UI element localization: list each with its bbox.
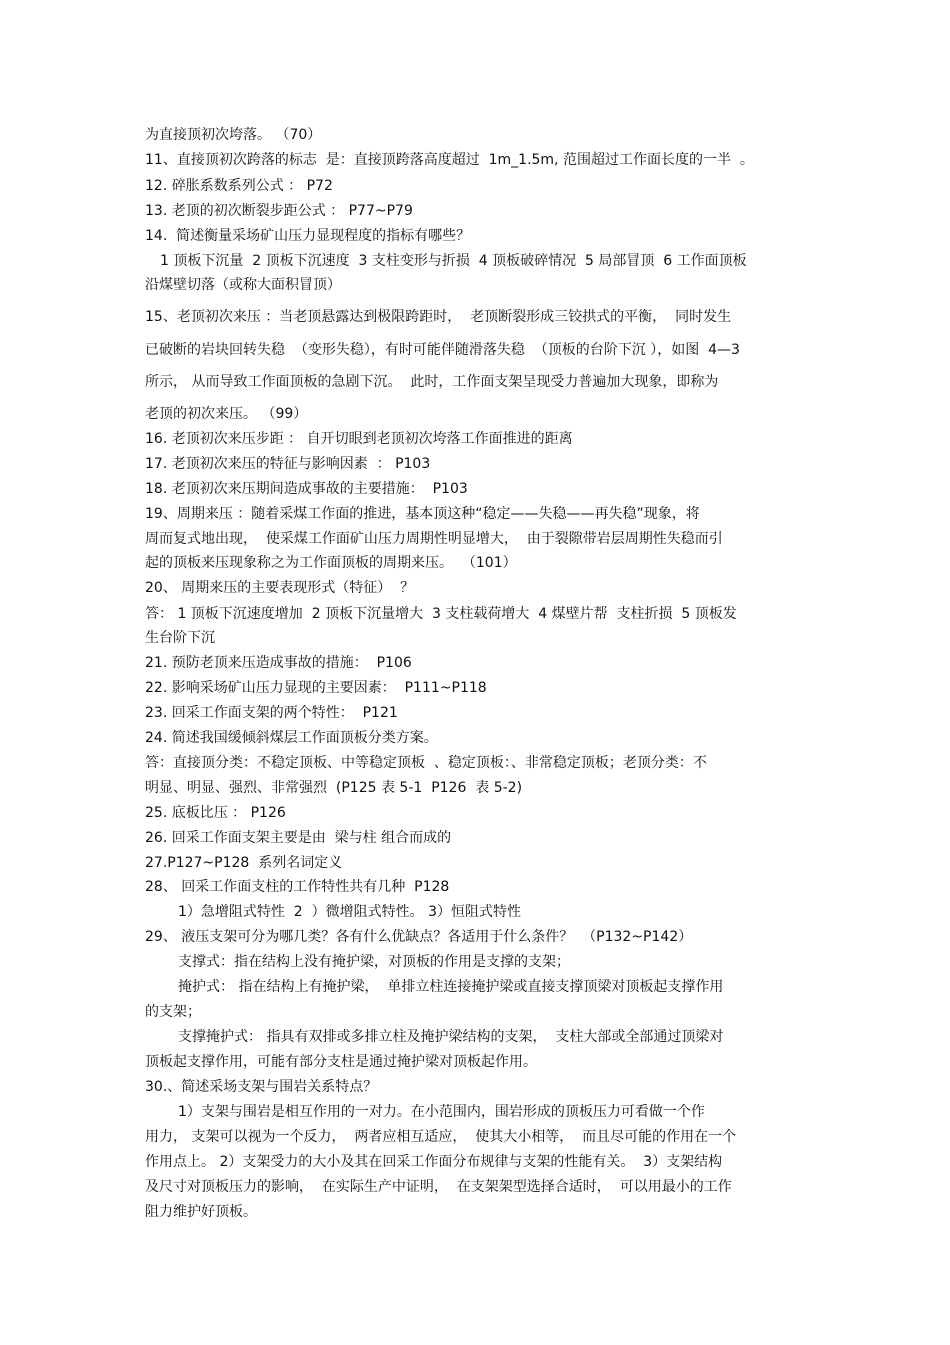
text-line: 23. 回采工作面支架的两个特性： P121	[145, 705, 398, 721]
text-line: 16. 老顶初次来压步距 ： 自开切眼到老顶初次垮落工作面推进的距离	[145, 431, 573, 447]
text-line: 掩护式： 指在结构上有掩护梁， 单排立柱连接掩护梁或直接支撑顶梁对顶板起支撑作用	[178, 979, 724, 995]
text-line: 为直接顶初次垮落。 （70）	[145, 127, 322, 143]
text-line: 答： 1 顶板下沉速度增加 2 顶板下沉量增大 3 支柱载荷增大 4 煤壁片帮 支柱折损 5 顶板发	[145, 606, 737, 622]
text-line: 生台阶下沉	[145, 630, 215, 646]
text-line: 13. 老顶的初次断裂步距公式 ： P77~P79	[145, 203, 413, 219]
text-line: 的支架；	[145, 1004, 201, 1020]
text-line: 沿煤壁切落（或称大面积冒顶）	[145, 277, 341, 293]
text-line: 1）急增阻式特性 2 ）微增阻式特性。 3）恒阻式特性	[178, 904, 521, 920]
text-line: 老顶的初次来压。 （99）	[145, 406, 308, 422]
text-line: 用力， 支架可以视为一个反力， 两者应相互适应， 使其大小相等， 而且尽可能的作用在一个	[145, 1129, 737, 1145]
text-line: 顶板起支撑作用，可能有部分支柱是通过掩护梁对顶板起作用。	[145, 1054, 537, 1070]
text-line: 20、 周期来压的主要表现形式（特征） ？	[145, 580, 415, 596]
text-line: 1 顶板下沉量 2 顶板下沉速度 3 支柱变形与折损 4 顶板破碎情况 5 局部冒顶 6 工作面顶板	[160, 253, 747, 269]
text-line: 周而复式地出现， 使采煤工作面矿山压力周期性明显增大， 由于裂隙带岩层周期性失稳而引	[145, 531, 723, 547]
text-line: 明显、明显、强烈、非常强烈 (P125 表 5-1 P126 表 5-2)	[145, 780, 523, 796]
text-line: 15、老顶初次来压 ：当老顶悬露达到极限跨距时， 老顶断裂形成三铰拱式的平衡， 同时发生	[145, 309, 732, 325]
text-line: 24. 简述我国缓倾斜煤层工作面顶板分类方案。	[145, 730, 438, 746]
text-line: 22. 影响采场矿山压力显现的主要因素： P111~P118	[145, 680, 487, 696]
text-line: 29、 液压支架可分为哪几类？各有什么优缺点？各适用于什么条件？ （P132~P142）	[145, 929, 693, 945]
text-line: 27.P127~P128 系列名词定义	[145, 855, 343, 871]
text-line: 所示， 从而导致工作面顶板的急剧下沉。 此时，工作面支架呈现受力普遍加大现象，即称为	[145, 374, 719, 390]
text-line: 1）支架与围岩是相互作用的一对力。在小范围内，围岩形成的顶板压力可看做一个作	[178, 1104, 705, 1120]
text-line: 17. 老顶初次来压的特征与影响因素 ： P103	[145, 456, 431, 472]
text-line: 14. 简述衡量采场矿山压力显现程度的指标有哪些？	[145, 228, 471, 244]
text-line: 18. 老顶初次来压期间造成事故的主要措施： P103	[145, 481, 468, 497]
text-line: 25. 底板比压 ： P126	[145, 805, 286, 821]
text-line: 起的顶板来压现象称之为工作面顶板的周期来压。 （101）	[145, 555, 517, 571]
text-line: 19、周期来压 ：随着采煤工作面的推进，基本顶这种“稳定——失稳——再失稳”现象，将	[145, 506, 700, 522]
text-line: 答：直接顶分类：不稳定顶板、中等稳定顶板 、稳定顶板：、非常稳定顶板；老顶分类：不	[145, 755, 707, 771]
text-line: 已破断的岩块回转失稳 （变形失稳），有时可能伴随滑落失稳 （顶板的台阶下沉 ），如图 4—3	[145, 342, 740, 358]
text-line: 作用点上。 2）支架受力的大小及其在回采工作面分布规律与支架的性能有关。 3）支架结构	[145, 1154, 723, 1170]
text-line: 30.、简述采场支架与围岩关系特点？	[145, 1079, 378, 1095]
text-line: 及尺寸对顶板压力的影响， 在实际生产中证明， 在支架架型选择合适时， 可以用最小的工作	[145, 1179, 732, 1195]
text-line: 阻力维护好顶板。	[145, 1204, 257, 1220]
text-line: 28、 回采工作面支柱的工作特性共有几种 P128	[145, 879, 450, 895]
text-line: 11、直接顶初次跨落的标志 是：直接顶跨落高度超过 1m_1.5m, 范围超过工作面长度的一半 。	[145, 152, 754, 168]
text-line: 21. 预防老顶来压造成事故的措施： P106	[145, 655, 412, 671]
text-line: 支撑式：指在结构上没有掩护梁，对顶板的作用是支撑的支架；	[178, 954, 570, 970]
text-line: 12. 碎胀系数系列公式 ： P72	[145, 178, 333, 194]
text-line: 26. 回采工作面支架主要是由 梁与柱 组合而成的	[145, 830, 452, 846]
text-line: 支撑掩护式： 指具有双排或多排立柱及掩护梁结构的支架， 支柱大部或全部通过顶梁对	[178, 1029, 724, 1045]
